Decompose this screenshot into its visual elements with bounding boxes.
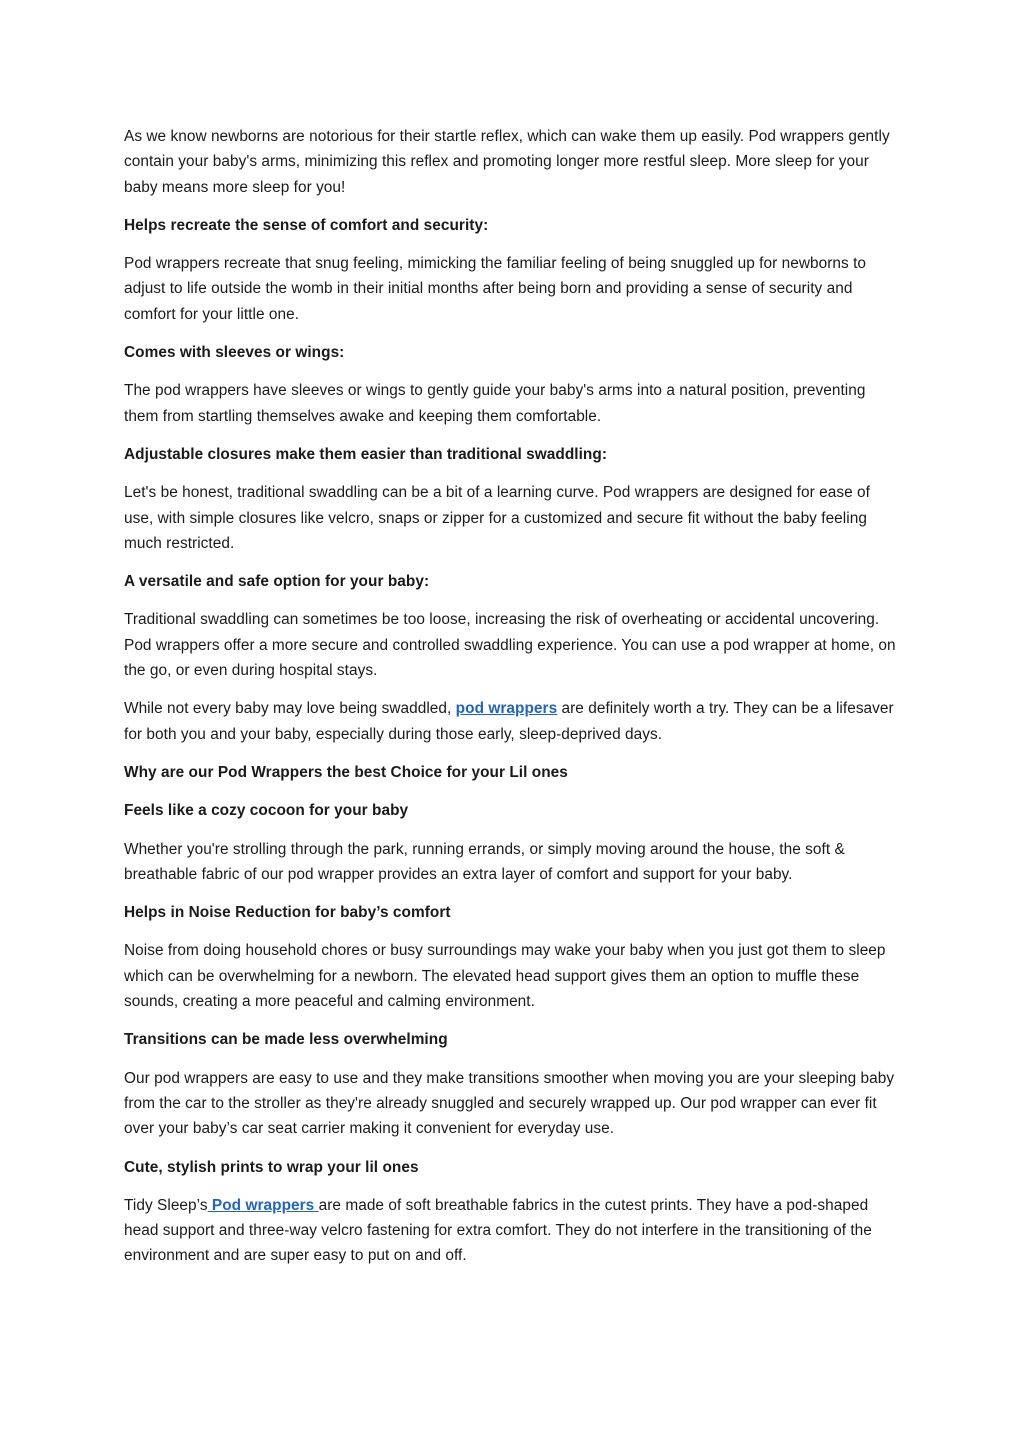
- paragraph-worth-a-try: [124, 696, 902, 747]
- paragraph-versatile-safe: Traditional swaddling can sometimes be too loose, increasing the risk of overheating or accidental uncovering. Pod wrappers offer a more secure and controlled swaddling experience. You can use a pod wrapper at home, on the go, or even during hospital stays.: [124, 611, 896, 680]
- document-page: [124, 124, 902, 1282]
- heading-transitions: Transitions can be made less overwhelming: [124, 1031, 448, 1049]
- paragraph-sleeves-wings: The pod wrappers have sleeves or wings to gently guide your baby's arms into a natural position, preventing them from startling themselves awake and keeping them comfortable.: [124, 382, 866, 425]
- paragraph-startle-reflex: As we know newborns are notorious for their startle reflex, which can wake them up easily. Pod wrappers gently contain your baby's arms, minimizing this reflex and promoting longer more restful sleep. More sleep for your baby means more sleep for you!: [124, 128, 890, 196]
- paragraph-text: Tidy Sleep’s: [124, 1196, 208, 1214]
- heading-versatile-safe: A versatile and safe option for your baby:: [124, 573, 430, 591]
- heading-comfort-security: Helps recreate the sense of comfort and security:: [124, 216, 489, 234]
- paragraph-snug-feeling: Pod wrappers recreate that snug feeling, mimicking the familiar feeling of being snuggled up for newborns to adjust to life outside the womb in their initial months after being born and providing a sense of security and comfort for your little one.: [124, 255, 867, 323]
- paragraph-text: are definitely worth a try. They can be a lifesaver for both you and your baby, especially during those early, sleep-deprived days.: [124, 700, 894, 743]
- pod-wrappers-link[interactable]: pod wrappers: [455, 700, 558, 718]
- pod-wrappers-product-link[interactable]: Pod wrappers: [207, 1196, 319, 1214]
- heading-sleeves-wings: Comes with sleeves or wings:: [124, 344, 345, 362]
- paragraph-text: While not every baby may love being swaddled,: [124, 700, 456, 718]
- paragraph-noise-reduction: Noise from doing household chores or busy surroundings may wake your baby when you just got them to sleep which can be overwhelming for a newborn. The elevated head support gives them an option to muffle these sounds, creating a more peaceful and calming environment.: [124, 942, 886, 1011]
- paragraph-stylish-prints: [124, 1193, 902, 1269]
- heading-cozy-cocoon: Feels like a cozy cocoon for your baby: [124, 802, 409, 820]
- paragraph-adjustable-closures: Let's be honest, traditional swaddling can be a bit of a learning curve. Pod wrappers are designed for ease of use, with simple closures like velcro, snaps or zipper for a customized and secure fit without the baby feeling much restricted.: [124, 484, 870, 552]
- heading-noise-reduction: Helps in Noise Reduction for baby’s comfort: [124, 904, 451, 922]
- paragraph-text: are made of soft breathable fabrics in the cutest prints. They have a pod-shaped head support and three-way velcro fastening for extra comfort. They do not interfere in the transitioning of the environment and are super easy to put on and off.: [124, 1196, 872, 1265]
- heading-best-choice: Why are our Pod Wrappers the best Choice for your Lil ones: [124, 763, 568, 781]
- paragraph-transitions: Our pod wrappers are easy to use and they make transitions smoother when moving you are your sleeping baby from the car to the stroller as they're already snuggled and securely wrapped up. Our pod wrapper can ever fit over your baby’s car seat carrier making it convenient for everyday use.: [124, 1069, 895, 1138]
- heading-adjustable-closures: Adjustable closures make them easier than traditional swaddling:: [124, 445, 607, 463]
- paragraph-cozy-cocoon: Whether you're strolling through the park, running errands, or simply moving around the house, the soft & breathable fabric of our pod wrapper provides an extra layer of comfort and support for your baby.: [124, 840, 845, 883]
- heading-stylish-prints: Cute, stylish prints to wrap your lil ones: [124, 1158, 419, 1176]
